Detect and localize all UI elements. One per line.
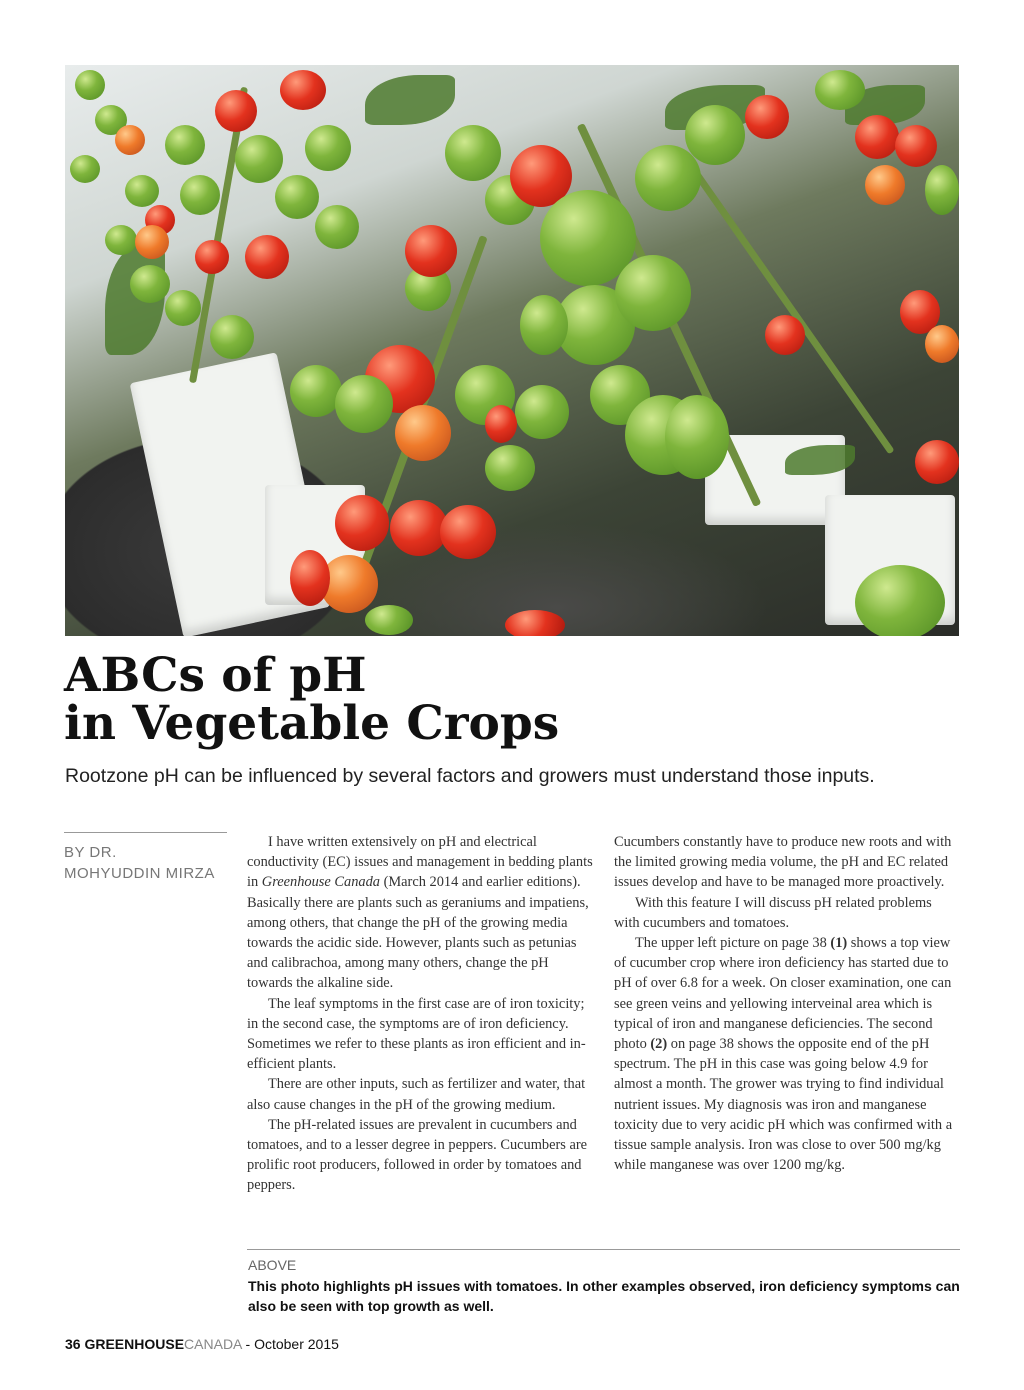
hero-photo-tomatoes <box>65 65 959 636</box>
paragraph: The pH-related issues are prevalent in cucumbers and tomatoes, and to a lesser degree in peppers. Cucumbers are prolific root producers, followed in order by tomatoes and peppers. <box>247 1116 588 1194</box>
byline-author: MOHYUDDIN MIRZA <box>64 865 215 882</box>
body-column-right <box>614 832 960 1175</box>
paragraph: I have written extensively on pH and electrical conductivity (EC) issues and management in bedding plants in Greenhouse Canada (March 2014 and earlier editions). Basically there are plants such as geraniums and impatiens, among others, that change the pH of the growing media towards the acidic side. However, plants such as petunias and calibrachoa, among many others, change the pH towards the alkaline side. <box>247 834 593 992</box>
title-line-1: ABCs of pH <box>64 648 367 703</box>
paragraph: Cucumbers constantly have to produce new roots and with the limited growing media volume, the pH and EC related issues develop and have to be managed more proactively. <box>614 834 952 891</box>
figure-ref-2: (2) <box>650 1036 668 1053</box>
publication-name: Greenhouse Canada <box>261 874 380 891</box>
paragraph: With this feature I will discuss pH related problems with cucumbers and tomatoes. <box>614 894 932 931</box>
page-number: 36 <box>65 1336 81 1352</box>
paragraph: The upper left picture on page 38 (1) shows a top view of cucumber crop where iron deficiency has started due to pH of over 6.8 for a week. On closer examination, one can see green veins and yellowing interveinal area which is typical of iron and manganese deficiencies. The second photo (2) on page 38 shows the opposite end of the pH spectrum. The pH in this case was going below 4.9 for almost a month. The grower was trying to find individual nutrient issues. My diagnosis was iron and manganese toxicity due to very acidic pH which was confirmed with a tissue sample analysis. Iron was close to over 500 mg/kg while manganese was over 1200 mg/kg. <box>614 935 953 1174</box>
article-subtitle: Rootzone pH can be influenced by several factors and growers must understand those inputs. <box>65 765 875 787</box>
page-footer <box>65 1336 339 1352</box>
caption-label: ABOVE <box>248 1257 297 1273</box>
article-title <box>64 648 560 751</box>
caption-divider <box>247 1249 960 1250</box>
paragraph: There are other inputs, such as fertilizer and water, that also cause changes in the pH of the growing medium. <box>247 1076 586 1113</box>
caption-text: This photo highlights pH issues with tomatoes. In other examples observed, iron deficiency symptoms can also be seen with top growth as well. <box>248 1278 960 1314</box>
figure-ref-1: (1) <box>830 935 848 952</box>
paragraph: The leaf symptoms in the first case are of iron toxicity; in the second case, the symptoms are of iron deficiency. Sometimes we refer to these plants as iron efficient and in-efficient plants. <box>247 995 586 1073</box>
issue-date: - October 2015 <box>245 1336 339 1352</box>
byline-divider <box>64 832 227 833</box>
byline <box>64 842 234 884</box>
magazine-name-light: CANADA <box>184 1336 242 1352</box>
body-column-left <box>247 832 593 1196</box>
magazine-name-bold: GREENHOUSE <box>84 1336 185 1352</box>
byline-prefix: BY DR. <box>64 844 117 861</box>
title-line-2: in Vegetable Crops <box>64 696 560 751</box>
